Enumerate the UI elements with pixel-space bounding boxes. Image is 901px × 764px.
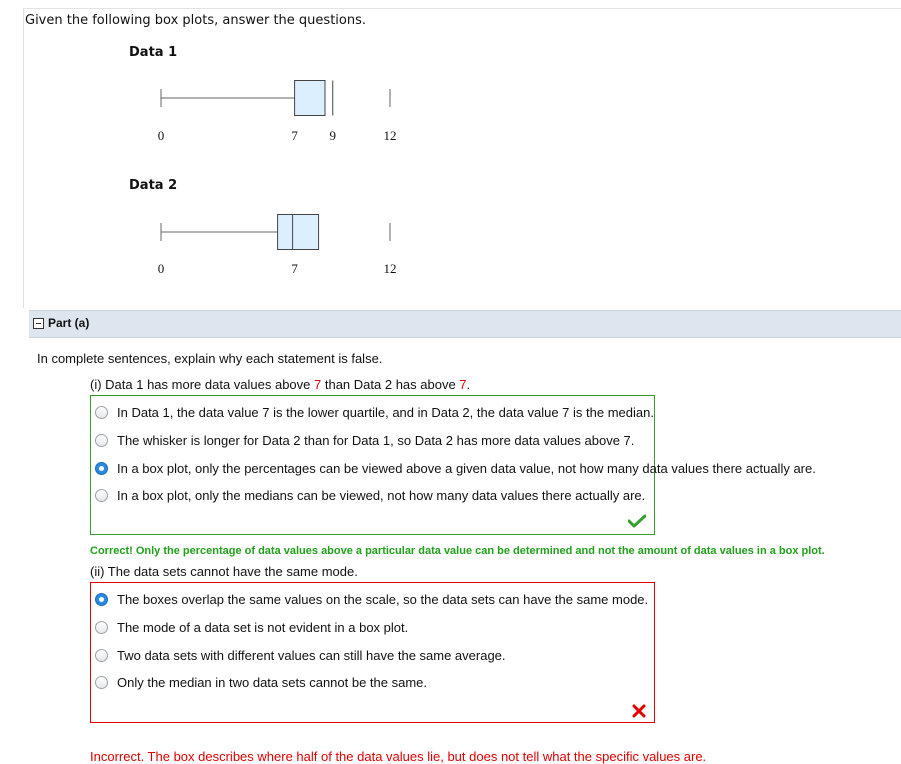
radio-button-selected[interactable] [95,593,108,606]
data1-tick-label: 9 [329,128,336,143]
option-i-d[interactable] [95,485,645,505]
option-i-b[interactable] [95,430,634,450]
statement-i-text: . [466,377,471,392]
radio-button[interactable] [95,676,108,689]
statement-i-text: than Data 2 has above [321,377,460,392]
option-ii-b[interactable] [95,617,408,637]
option-i-a[interactable] [95,402,654,422]
option-label: The boxes overlap the same values on the scale, so the data sets can have the same mode. [117,591,649,607]
question-intro: Given the following box plots, answer the questions. [25,13,366,28]
part-a-header[interactable] [29,310,901,338]
radio-button-selected[interactable] [95,462,108,475]
option-ii-d[interactable] [95,672,427,692]
question-ii-options [90,582,655,723]
box-plots [0,0,901,300]
statement-i-value: 7 [459,377,467,392]
part-a-label: Part (a) [48,316,90,330]
collapse-minus-icon[interactable] [33,318,44,329]
radio-button[interactable] [95,406,108,419]
data2-tick-label: 0 [157,261,165,276]
option-label: Only the median in two data sets cannot be the same. [117,674,428,690]
data2-box [278,215,319,250]
option-label: The whisker is longer for Data 2 than for Data 1, so Data 2 has more data values above 7. [117,432,635,448]
statement-i [90,377,470,392]
statement-i-value: 7 [314,377,322,392]
data2-tick-label: 12 [383,261,397,276]
data2-boxplot [161,215,390,250]
data2-label: Data 2 [129,178,178,193]
option-ii-c[interactable] [95,645,506,665]
option-i-c[interactable] [95,458,816,478]
option-label: In a box plot, only the percentages can be viewed above a given data value, not how many data values there actually are. [117,460,816,476]
data1-tick-label: 12 [383,128,397,143]
question-i-options [90,395,816,535]
option-label: Two data sets with different values can still have the same average. [117,647,506,663]
instruction-text: In complete sentences, explain why each statement is false. [37,351,383,366]
radio-button[interactable] [95,489,108,502]
radio-button[interactable] [95,649,108,662]
radio-button[interactable] [95,621,108,634]
statement-ii: (ii) The data sets cannot have the same mode. [90,564,358,579]
data1-tick-label: 7 [291,128,298,143]
option-label: The mode of a data set is not evident in a box plot. [117,619,409,635]
data1-tick-label: 0 [157,128,165,143]
option-ii-a[interactable] [95,589,648,609]
radio-button[interactable] [95,434,108,447]
close-x-icon [632,704,646,718]
option-label: In Data 1, the data value 7 is the lower quartile, and in Data 2, the data value 7 is the median. [117,404,654,420]
feedback-correct: Correct! Only the percentage of data values above a particular data value can be determined and not the amount of data values in a box plot. [90,545,825,557]
checkmark-icon [628,514,646,528]
data2-tick-label: 7 [291,261,298,276]
data1-boxplot [161,81,390,116]
statement-i-text: (i) Data 1 has more data values above [90,377,315,392]
data1-label: Data 1 [129,45,178,60]
feedback-incorrect: Incorrect. The box describes where half of the data values lie, but does not tell what the specific values are. [90,749,707,764]
data1-box [295,81,325,116]
option-label: In a box plot, only the medians can be viewed, not how many data values there actually are. [117,487,646,503]
